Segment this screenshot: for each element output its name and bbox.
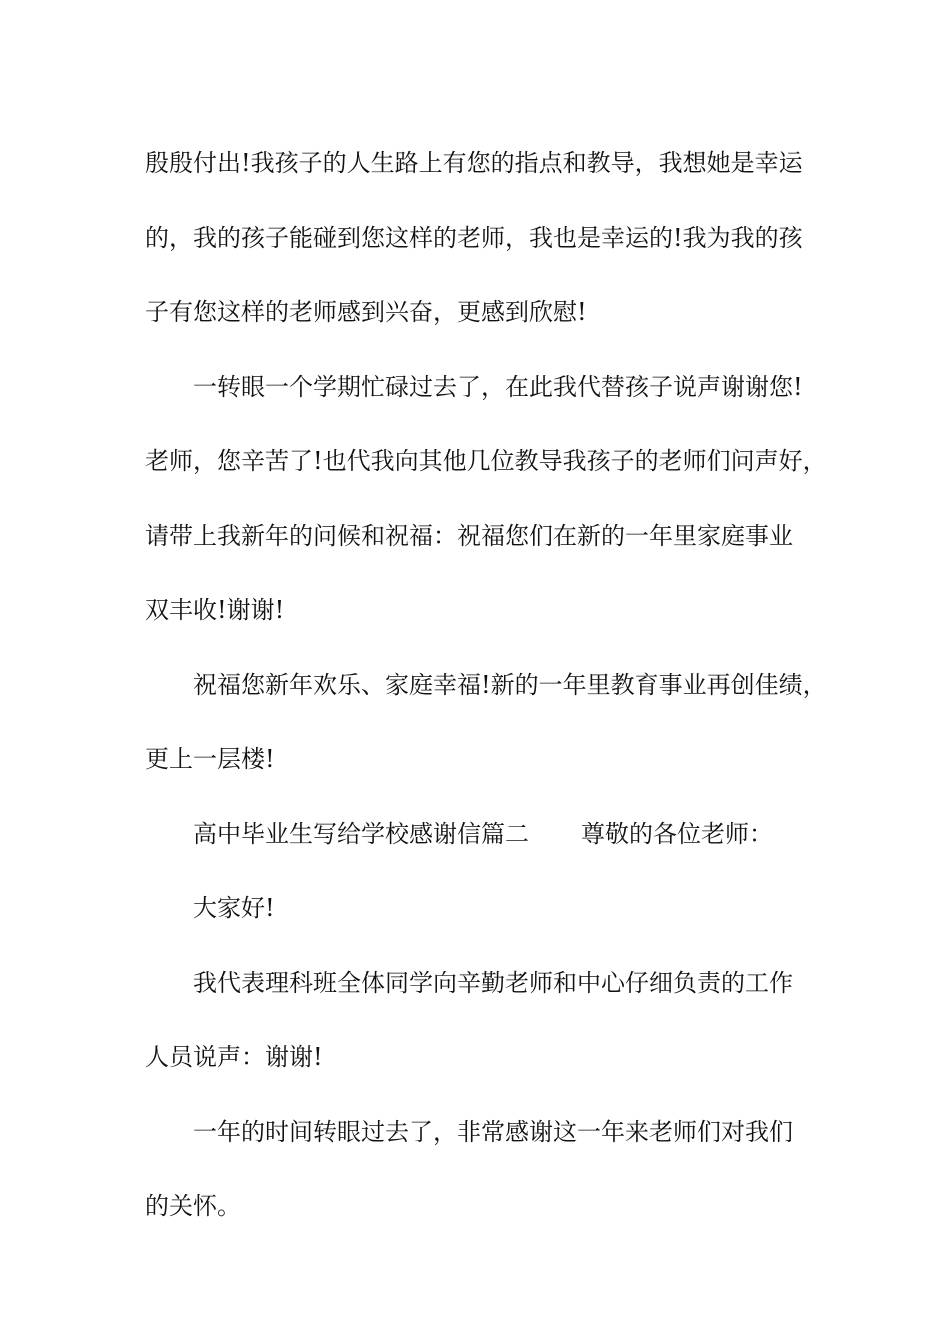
text-line: 更上一层楼! (145, 745, 275, 773)
text-line: 祝福您新年欢乐、家庭幸福!新的一年里教育事业再创佳绩， (193, 670, 827, 699)
text-line: 一转眼一个学期忙碌过去了，在此我代替孩子说声谢谢您! (193, 372, 803, 401)
text-line: 殷殷付出!我孩子的人生路上有您的指点和教导，我想她是幸运 (145, 149, 803, 177)
heading-line (145, 797, 815, 872)
section-title: 高中毕业生写给学校感谢信篇二 (193, 819, 529, 848)
text-line: 一年的时间转眼过去了，非常感谢这一年来老师们对我们 (193, 1117, 793, 1146)
document-body (145, 126, 827, 1244)
text-line: 双丰收!谢谢! (145, 596, 285, 624)
text-line: 请带上我新年的问候和祝福：祝福您们在新的一年里家庭事业 (145, 521, 793, 550)
text-line: 我代表理科班全体同学向辛勤老师和中心仔细负责的工作 (193, 968, 793, 997)
salutation: 尊敬的各位老师： (581, 819, 773, 848)
text-line: 的，我的孩子能碰到您这样的老师，我也是幸运的!我为我的孩 (145, 223, 803, 252)
text-line: 子有您这样的老师感到兴奋，更感到欣慰! (145, 298, 587, 326)
text-line: 的关怀。 (145, 1192, 241, 1220)
greeting-line: 大家好! (193, 894, 275, 922)
text-line: 老师，您辛苦了!也代我向其他几位教导我孩子的老师们问声好， (145, 447, 827, 475)
text-line: 人员说声：谢谢! (145, 1043, 323, 1071)
